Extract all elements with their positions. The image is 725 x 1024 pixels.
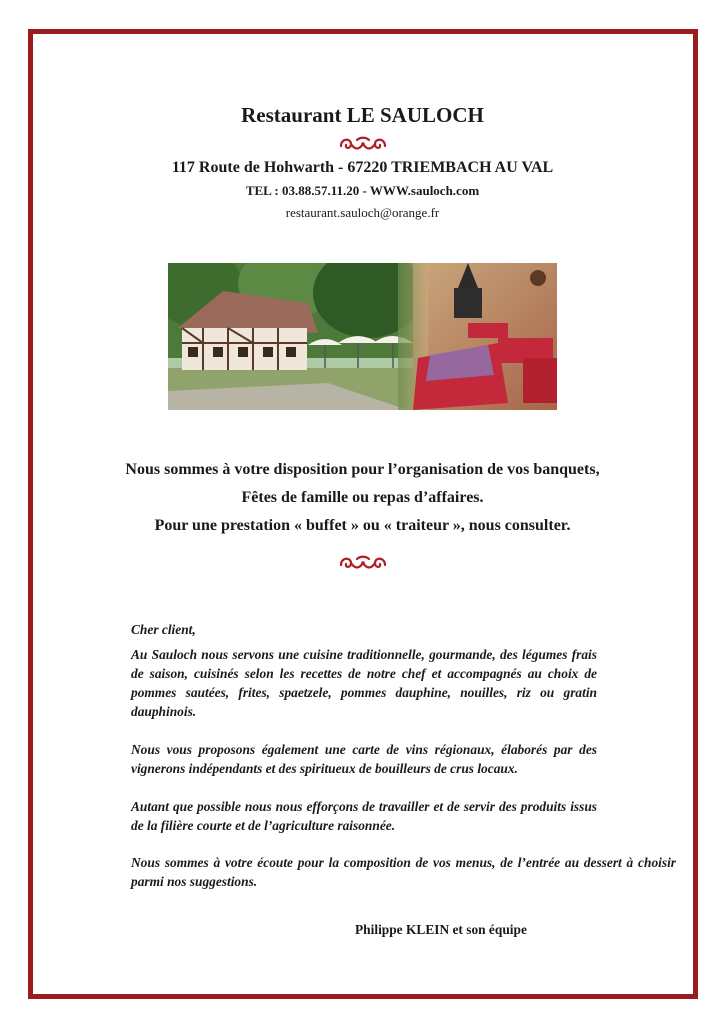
- scroll-ornament-icon: [0, 553, 725, 577]
- scroll-ornament-icon: [0, 134, 725, 158]
- intro-line-1: Nous sommes à votre disposition pour l’organisation de vos banquets,: [125, 461, 600, 478]
- letter-paragraph-1: Au Sauloch nous servons une cuisine traditionnelle, gourmande, des légumes frais de saison, cuisinés selon les recettes de notre chef et accompagnés au choix de pommes sautées, frites, spaetzele, pommes dauphine, nouilles, riz ou gratin dauphinois.: [131, 647, 597, 719]
- restaurant-photo: [168, 263, 557, 410]
- intro-line-3: Pour une prestation « buffet » ou « traiteur », nous consulter.: [154, 517, 571, 534]
- letter-paragraph-3: Autant que possible nous nous efforçons de travailler et de servir des produits issus de la filière courte et de l’agriculture raisonnée.: [131, 799, 597, 833]
- restaurant-title: Restaurant LE SAULOCH: [241, 103, 484, 127]
- signature: Philippe KLEIN et son équipe: [355, 922, 527, 937]
- email-line: restaurant.sauloch@orange.fr: [285, 205, 440, 220]
- contact-line: TEL : 03.88.57.11.20 - WWW.sauloch.com: [245, 183, 480, 198]
- letter-greeting: Cher client,: [131, 622, 196, 637]
- intro-text: [0, 456, 725, 540]
- letter-paragraph-4: Nous sommes à votre écoute pour la composition de vos menus, de l’entrée au dessert à choisir parmi nos suggestions.: [131, 855, 676, 889]
- address-line: 117 Route de Hohwarth - 67220 TRIEMBACH AU VAL: [171, 159, 554, 176]
- intro-line-2: Fêtes de famille ou repas d’affaires.: [241, 489, 484, 506]
- letter-paragraph-2: Nous vous proposons également une carte de vins régionaux, élaborés par des vignerons indépendants et des spiritueux de bouilleurs de crus locaux.: [131, 742, 597, 776]
